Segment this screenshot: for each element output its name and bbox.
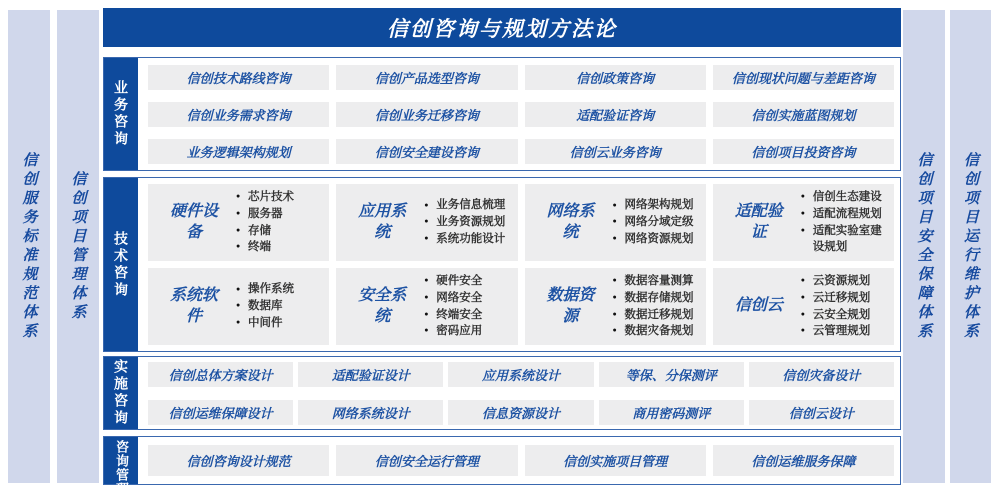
- bullet-item: ● 云管理规划: [801, 323, 888, 340]
- implementation-item: 应用系统设计: [448, 362, 593, 387]
- bullet-item: ● 云安全规划: [801, 307, 888, 324]
- row-label-implementation-consulting: [104, 357, 138, 429]
- tech-box-adaptation-verification: [713, 184, 894, 261]
- bullet-item: ● 网络架构规划: [613, 197, 700, 214]
- management-item: 信创安全运行管理: [336, 445, 517, 476]
- tech-box-title: 应用系统: [358, 202, 407, 241]
- row-label-text: 技术咨询: [113, 230, 129, 299]
- bullet-item: ● 云资源规划: [801, 273, 888, 290]
- section-consulting-management: [103, 436, 901, 496]
- bullet-item: ● 终端: [236, 239, 323, 256]
- row-label-text: 实施咨询: [113, 359, 129, 427]
- bullet-item: ● 存储: [236, 223, 323, 240]
- side-bar-operation-maintenance-system: [950, 10, 991, 483]
- bullet-item: ● 数据库: [236, 298, 323, 315]
- row-label-consulting-management: [104, 437, 138, 496]
- row-label-text: 咨询管理: [114, 439, 129, 496]
- implementation-item: 网络系统设计: [298, 400, 443, 425]
- business-item: 业务逻辑架构规划: [148, 139, 329, 164]
- side-bar-project-security-system: [903, 10, 945, 483]
- bullet-item: ● 密码应用: [424, 323, 511, 340]
- tech-boxes-grid: [148, 178, 894, 351]
- bullet-list: [613, 273, 700, 340]
- bullet-list: [801, 273, 888, 340]
- bullet-item: ● 数据迁移规划: [613, 307, 700, 324]
- tech-box-application-system: [336, 184, 517, 261]
- implementation-item: 信息资源设计: [448, 400, 593, 425]
- business-item: 信创产品选型咨询: [336, 65, 517, 90]
- implementation-item: 信创运维保障设计: [148, 400, 293, 425]
- bullet-item: ● 中间件: [236, 315, 323, 332]
- tech-box-title: 适配验证: [734, 202, 783, 241]
- bullet-list: [236, 189, 323, 256]
- business-item: 信创现状问题与差距咨询: [713, 65, 894, 90]
- side-bar-service-standard-system: [8, 10, 50, 483]
- bullet-list: [424, 197, 511, 247]
- bullet-item: ● 硬件安全: [424, 273, 511, 290]
- management-item: 信创运维服务保障: [713, 445, 894, 476]
- tech-box-title: 数据资源: [546, 286, 595, 325]
- implementation-item: 信创总体方案设计: [148, 362, 293, 387]
- row-label-technical-consulting: [104, 178, 138, 351]
- business-item: 信创项目投资咨询: [713, 139, 894, 164]
- implementation-item: 适配验证设计: [298, 362, 443, 387]
- business-item: 信创实施蓝图规划: [713, 102, 894, 127]
- side-bar-label: 信创项目运行维护体系: [962, 151, 979, 342]
- bullet-item: ● 适配流程规划: [801, 206, 888, 223]
- bullet-item: ● 操作系统: [236, 281, 323, 298]
- bullet-list: [424, 273, 511, 340]
- tech-box-title: 硬件设备: [169, 202, 218, 241]
- bullet-item: ● 芯片技术: [236, 189, 323, 206]
- tech-box-title: 系统软件: [169, 286, 218, 325]
- implementation-items-grid: [148, 357, 894, 429]
- bullet-item: ● 适配实验室建设规划: [801, 223, 888, 256]
- business-item: 信创云业务咨询: [525, 139, 706, 164]
- bullet-item: ● 业务资源规划: [424, 214, 511, 231]
- tech-box-security-system: [336, 268, 517, 345]
- tech-box-title: 信创云: [734, 297, 783, 315]
- tech-box-title: 网络系统: [546, 202, 595, 241]
- row-label-business-consulting: [104, 58, 138, 170]
- business-item: 信创安全建设咨询: [336, 139, 517, 164]
- bullet-item: ● 数据容量测算: [613, 273, 700, 290]
- bullet-list: [236, 281, 323, 331]
- implementation-item: 信创云设计: [749, 400, 894, 425]
- side-bar-label: 信创服务标准规范体系: [20, 151, 38, 342]
- page-title: 信创咨询与规划方法论: [103, 8, 901, 47]
- bullet-item: ● 云迁移规划: [801, 290, 888, 307]
- bullet-item: ● 信创生态建设: [801, 189, 888, 206]
- bullet-item: ● 数据存储规划: [613, 290, 700, 307]
- tech-box-xinchuang-cloud: [713, 268, 894, 345]
- bullet-item: ● 业务信息梳理: [424, 197, 511, 214]
- bullet-item: ● 系统功能设计: [424, 231, 511, 248]
- business-item: 信创业务迁移咨询: [336, 102, 517, 127]
- section-implementation-consulting: [103, 356, 901, 430]
- management-items-grid: [148, 437, 894, 484]
- bullet-item: ● 终端安全: [424, 307, 511, 324]
- bullet-item: ● 数据灾备规划: [613, 323, 700, 340]
- side-bar-label: 信创项目管理体系: [69, 170, 87, 323]
- tech-box-system-software: [148, 268, 329, 345]
- bullet-item: ● 网络分域定级: [613, 214, 700, 231]
- bullet-item: ● 网络资源规划: [613, 231, 700, 248]
- management-item: 信创实施项目管理: [525, 445, 706, 476]
- section-business-consulting: [103, 57, 901, 171]
- implementation-item: 信创灾备设计: [749, 362, 894, 387]
- business-item: 信创技术路线咨询: [148, 65, 329, 90]
- bullet-list: [613, 197, 700, 247]
- side-bar-label: 信创项目安全保障体系: [915, 151, 933, 342]
- bullet-item: ● 服务器: [236, 206, 323, 223]
- tech-box-hardware-equipment: [148, 184, 329, 261]
- section-technical-consulting: [103, 177, 901, 352]
- bullet-item: ● 网络安全: [424, 290, 511, 307]
- business-item: 信创业务需求咨询: [148, 102, 329, 127]
- business-items-grid: [148, 58, 894, 170]
- side-bar-project-management-system: [57, 10, 99, 483]
- implementation-item: 等保、分保测评: [599, 362, 744, 387]
- bullet-list: [801, 189, 888, 256]
- business-item: 信创政策咨询: [525, 65, 706, 90]
- implementation-item: 商用密码测评: [599, 400, 744, 425]
- business-item: 适配验证咨询: [525, 102, 706, 127]
- tech-box-data-resource: [525, 268, 706, 345]
- management-item: 信创咨询设计规范: [148, 445, 329, 476]
- row-label-text: 业务咨询: [113, 80, 129, 148]
- tech-box-title: 安全系统: [358, 286, 407, 325]
- tech-box-network-system: [525, 184, 706, 261]
